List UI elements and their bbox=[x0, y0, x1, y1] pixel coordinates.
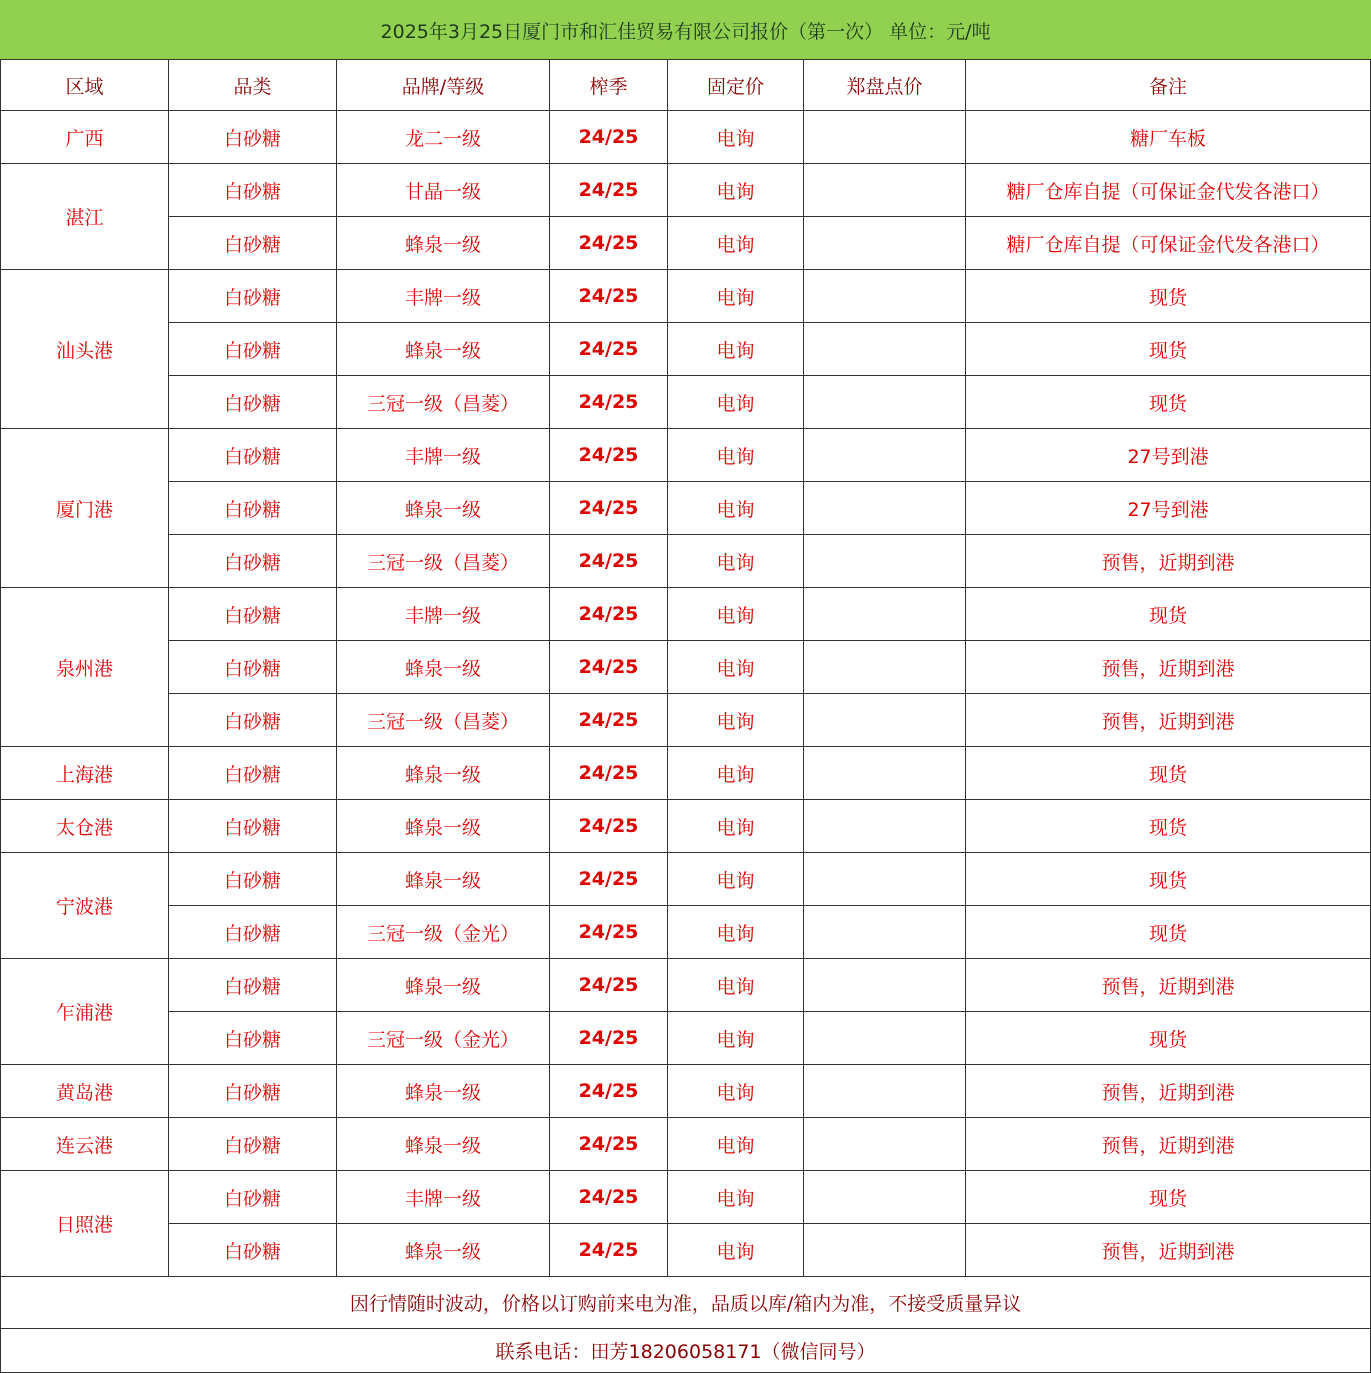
note-cell: 现货 bbox=[966, 747, 1371, 800]
note-cell: 现货 bbox=[966, 800, 1371, 853]
table-row bbox=[1, 959, 1371, 1012]
region-cell: 厦门港 bbox=[1, 429, 169, 588]
fixed-price-cell: 电询 bbox=[668, 535, 804, 588]
season-cell: 24/25 bbox=[550, 1012, 668, 1065]
fixed-price-cell: 电询 bbox=[668, 1171, 804, 1224]
fixed-price-cell: 电询 bbox=[668, 694, 804, 747]
region-cell: 连云港 bbox=[1, 1118, 169, 1171]
fixed-price-cell: 电询 bbox=[668, 376, 804, 429]
season-cell: 24/25 bbox=[550, 853, 668, 906]
brand-cell: 甘晶一级 bbox=[337, 164, 550, 217]
note-cell: 27号到港 bbox=[966, 482, 1371, 535]
table-row bbox=[1, 323, 1371, 376]
header-row bbox=[1, 60, 1371, 111]
zz-price-cell bbox=[804, 164, 966, 217]
season-cell: 24/25 bbox=[550, 111, 668, 164]
zz-price-cell bbox=[804, 323, 966, 376]
fixed-price-cell: 电询 bbox=[668, 959, 804, 1012]
footer-note: 因行情随时波动，价格以订购前来电为准，品质以库/箱内为准，不接受质量异议 bbox=[1, 1277, 1371, 1329]
region-cell: 宁波港 bbox=[1, 853, 169, 959]
season-cell: 24/25 bbox=[550, 270, 668, 323]
zz-price-cell bbox=[804, 641, 966, 694]
fixed-price-cell: 电询 bbox=[668, 588, 804, 641]
region-cell: 上海港 bbox=[1, 747, 169, 800]
col-header-region: 区域 bbox=[1, 60, 169, 111]
category-cell: 白砂糖 bbox=[169, 376, 337, 429]
fixed-price-cell: 电询 bbox=[668, 1224, 804, 1277]
fixed-price-cell: 电询 bbox=[668, 1118, 804, 1171]
season-cell: 24/25 bbox=[550, 323, 668, 376]
region-cell: 湛江 bbox=[1, 164, 169, 270]
table-row bbox=[1, 1224, 1371, 1277]
fixed-price-cell: 电询 bbox=[668, 111, 804, 164]
fixed-price-cell: 电询 bbox=[668, 270, 804, 323]
zz-price-cell bbox=[804, 588, 966, 641]
brand-cell: 蜂泉一级 bbox=[337, 482, 550, 535]
table-row bbox=[1, 217, 1371, 270]
table-row bbox=[1, 270, 1371, 323]
brand-cell: 蜂泉一级 bbox=[337, 959, 550, 1012]
brand-cell: 丰牌一级 bbox=[337, 1171, 550, 1224]
category-cell: 白砂糖 bbox=[169, 270, 337, 323]
col-header-note: 备注 bbox=[966, 60, 1371, 111]
season-cell: 24/25 bbox=[550, 217, 668, 270]
note-cell: 预售，近期到港 bbox=[966, 1224, 1371, 1277]
note-cell: 糖厂仓库自提（可保证金代发各港口） bbox=[966, 217, 1371, 270]
category-cell: 白砂糖 bbox=[169, 1224, 337, 1277]
category-cell: 白砂糖 bbox=[169, 800, 337, 853]
fixed-price-cell: 电询 bbox=[668, 1012, 804, 1065]
note-cell: 预售，近期到港 bbox=[966, 959, 1371, 1012]
region-cell: 乍浦港 bbox=[1, 959, 169, 1065]
category-cell: 白砂糖 bbox=[169, 641, 337, 694]
brand-cell: 三冠一级（昌菱） bbox=[337, 535, 550, 588]
footer-note-row bbox=[1, 1277, 1371, 1329]
category-cell: 白砂糖 bbox=[169, 694, 337, 747]
region-cell: 日照港 bbox=[1, 1171, 169, 1277]
note-cell: 预售，近期到港 bbox=[966, 1118, 1371, 1171]
table-row bbox=[1, 747, 1371, 800]
brand-cell: 龙二一级 bbox=[337, 111, 550, 164]
region-cell: 泉州港 bbox=[1, 588, 169, 747]
fixed-price-cell: 电询 bbox=[668, 429, 804, 482]
season-cell: 24/25 bbox=[550, 1171, 668, 1224]
table-row bbox=[1, 1171, 1371, 1224]
category-cell: 白砂糖 bbox=[169, 217, 337, 270]
table-row bbox=[1, 429, 1371, 482]
brand-cell: 蜂泉一级 bbox=[337, 1224, 550, 1277]
zz-price-cell bbox=[804, 853, 966, 906]
category-cell: 白砂糖 bbox=[169, 1171, 337, 1224]
season-cell: 24/25 bbox=[550, 747, 668, 800]
brand-cell: 丰牌一级 bbox=[337, 429, 550, 482]
zz-price-cell bbox=[804, 906, 966, 959]
category-cell: 白砂糖 bbox=[169, 747, 337, 800]
brand-cell: 三冠一级（昌菱） bbox=[337, 376, 550, 429]
zz-price-cell bbox=[804, 429, 966, 482]
note-cell: 现货 bbox=[966, 1012, 1371, 1065]
category-cell: 白砂糖 bbox=[169, 164, 337, 217]
note-cell: 现货 bbox=[966, 853, 1371, 906]
brand-cell: 蜂泉一级 bbox=[337, 1065, 550, 1118]
contact-row bbox=[1, 1329, 1371, 1373]
category-cell: 白砂糖 bbox=[169, 535, 337, 588]
table-row bbox=[1, 906, 1371, 959]
note-cell: 糖厂仓库自提（可保证金代发各港口） bbox=[966, 164, 1371, 217]
brand-cell: 蜂泉一级 bbox=[337, 853, 550, 906]
table-row bbox=[1, 694, 1371, 747]
zz-price-cell bbox=[804, 111, 966, 164]
brand-cell: 蜂泉一级 bbox=[337, 800, 550, 853]
table-row bbox=[1, 1065, 1371, 1118]
note-cell: 预售，近期到港 bbox=[966, 641, 1371, 694]
region-cell: 广西 bbox=[1, 111, 169, 164]
note-cell: 糖厂车板 bbox=[966, 111, 1371, 164]
fixed-price-cell: 电询 bbox=[668, 323, 804, 376]
brand-cell: 三冠一级（昌菱） bbox=[337, 694, 550, 747]
zz-price-cell bbox=[804, 1118, 966, 1171]
season-cell: 24/25 bbox=[550, 376, 668, 429]
table-row bbox=[1, 164, 1371, 217]
fixed-price-cell: 电询 bbox=[668, 482, 804, 535]
brand-cell: 蜂泉一级 bbox=[337, 323, 550, 376]
note-cell: 现货 bbox=[966, 376, 1371, 429]
category-cell: 白砂糖 bbox=[169, 323, 337, 376]
region-cell: 太仓港 bbox=[1, 800, 169, 853]
table-row bbox=[1, 1012, 1371, 1065]
category-cell: 白砂糖 bbox=[169, 1065, 337, 1118]
season-cell: 24/25 bbox=[550, 694, 668, 747]
brand-cell: 蜂泉一级 bbox=[337, 641, 550, 694]
fixed-price-cell: 电询 bbox=[668, 217, 804, 270]
brand-cell: 三冠一级（金光） bbox=[337, 1012, 550, 1065]
fixed-price-cell: 电询 bbox=[668, 1065, 804, 1118]
note-cell: 现货 bbox=[966, 588, 1371, 641]
table-row bbox=[1, 641, 1371, 694]
zz-price-cell bbox=[804, 1224, 966, 1277]
brand-cell: 蜂泉一级 bbox=[337, 217, 550, 270]
note-cell: 现货 bbox=[966, 1171, 1371, 1224]
fixed-price-cell: 电询 bbox=[668, 747, 804, 800]
table-row bbox=[1, 853, 1371, 906]
category-cell: 白砂糖 bbox=[169, 111, 337, 164]
category-cell: 白砂糖 bbox=[169, 959, 337, 1012]
zz-price-cell bbox=[804, 694, 966, 747]
table-row bbox=[1, 588, 1371, 641]
zz-price-cell bbox=[804, 217, 966, 270]
col-header-category: 品类 bbox=[169, 60, 337, 111]
season-cell: 24/25 bbox=[550, 588, 668, 641]
season-cell: 24/25 bbox=[550, 906, 668, 959]
region-cell: 汕头港 bbox=[1, 270, 169, 429]
note-cell: 现货 bbox=[966, 270, 1371, 323]
table-row bbox=[1, 535, 1371, 588]
col-header-season: 榨季 bbox=[550, 60, 668, 111]
fixed-price-cell: 电询 bbox=[668, 641, 804, 694]
category-cell: 白砂糖 bbox=[169, 853, 337, 906]
season-cell: 24/25 bbox=[550, 959, 668, 1012]
note-cell: 现货 bbox=[966, 323, 1371, 376]
zz-price-cell bbox=[804, 535, 966, 588]
fixed-price-cell: 电询 bbox=[668, 800, 804, 853]
category-cell: 白砂糖 bbox=[169, 906, 337, 959]
season-cell: 24/25 bbox=[550, 429, 668, 482]
category-cell: 白砂糖 bbox=[169, 1012, 337, 1065]
note-cell: 现货 bbox=[966, 906, 1371, 959]
zz-price-cell bbox=[804, 1171, 966, 1224]
brand-cell: 蜂泉一级 bbox=[337, 747, 550, 800]
season-cell: 24/25 bbox=[550, 800, 668, 853]
sheet-title: 2025年3月25日厦门市和汇佳贸易有限公司报价（第一次） 单位：元/吨 bbox=[1, 1, 1371, 60]
region-cell: 黄岛港 bbox=[1, 1065, 169, 1118]
fixed-price-cell: 电询 bbox=[668, 164, 804, 217]
season-cell: 24/25 bbox=[550, 1065, 668, 1118]
table-row bbox=[1, 800, 1371, 853]
zz-price-cell bbox=[804, 270, 966, 323]
brand-cell: 丰牌一级 bbox=[337, 588, 550, 641]
col-header-fixed-price: 固定价 bbox=[668, 60, 804, 111]
category-cell: 白砂糖 bbox=[169, 588, 337, 641]
season-cell: 24/25 bbox=[550, 535, 668, 588]
season-cell: 24/25 bbox=[550, 641, 668, 694]
fixed-price-cell: 电询 bbox=[668, 906, 804, 959]
zz-price-cell bbox=[804, 1065, 966, 1118]
zz-price-cell bbox=[804, 959, 966, 1012]
season-cell: 24/25 bbox=[550, 164, 668, 217]
note-cell: 预售，近期到港 bbox=[966, 694, 1371, 747]
col-header-zz-price: 郑盘点价 bbox=[804, 60, 966, 111]
season-cell: 24/25 bbox=[550, 1118, 668, 1171]
note-cell: 27号到港 bbox=[966, 429, 1371, 482]
table-row bbox=[1, 1118, 1371, 1171]
category-cell: 白砂糖 bbox=[169, 1118, 337, 1171]
fixed-price-cell: 电询 bbox=[668, 853, 804, 906]
season-cell: 24/25 bbox=[550, 1224, 668, 1277]
season-cell: 24/25 bbox=[550, 482, 668, 535]
contact-info: 联系电话：田芳18206058171（微信同号） bbox=[1, 1329, 1371, 1373]
zz-price-cell bbox=[804, 800, 966, 853]
table-row bbox=[1, 111, 1371, 164]
zz-price-cell bbox=[804, 376, 966, 429]
category-cell: 白砂糖 bbox=[169, 482, 337, 535]
note-cell: 预售，近期到港 bbox=[966, 535, 1371, 588]
title-row bbox=[1, 1, 1371, 60]
zz-price-cell bbox=[804, 1012, 966, 1065]
col-header-brand: 品牌/等级 bbox=[337, 60, 550, 111]
zz-price-cell bbox=[804, 747, 966, 800]
zz-price-cell bbox=[804, 482, 966, 535]
note-cell: 预售，近期到港 bbox=[966, 1065, 1371, 1118]
table-row bbox=[1, 376, 1371, 429]
brand-cell: 丰牌一级 bbox=[337, 270, 550, 323]
category-cell: 白砂糖 bbox=[169, 429, 337, 482]
brand-cell: 蜂泉一级 bbox=[337, 1118, 550, 1171]
brand-cell: 三冠一级（金光） bbox=[337, 906, 550, 959]
table-row bbox=[1, 482, 1371, 535]
